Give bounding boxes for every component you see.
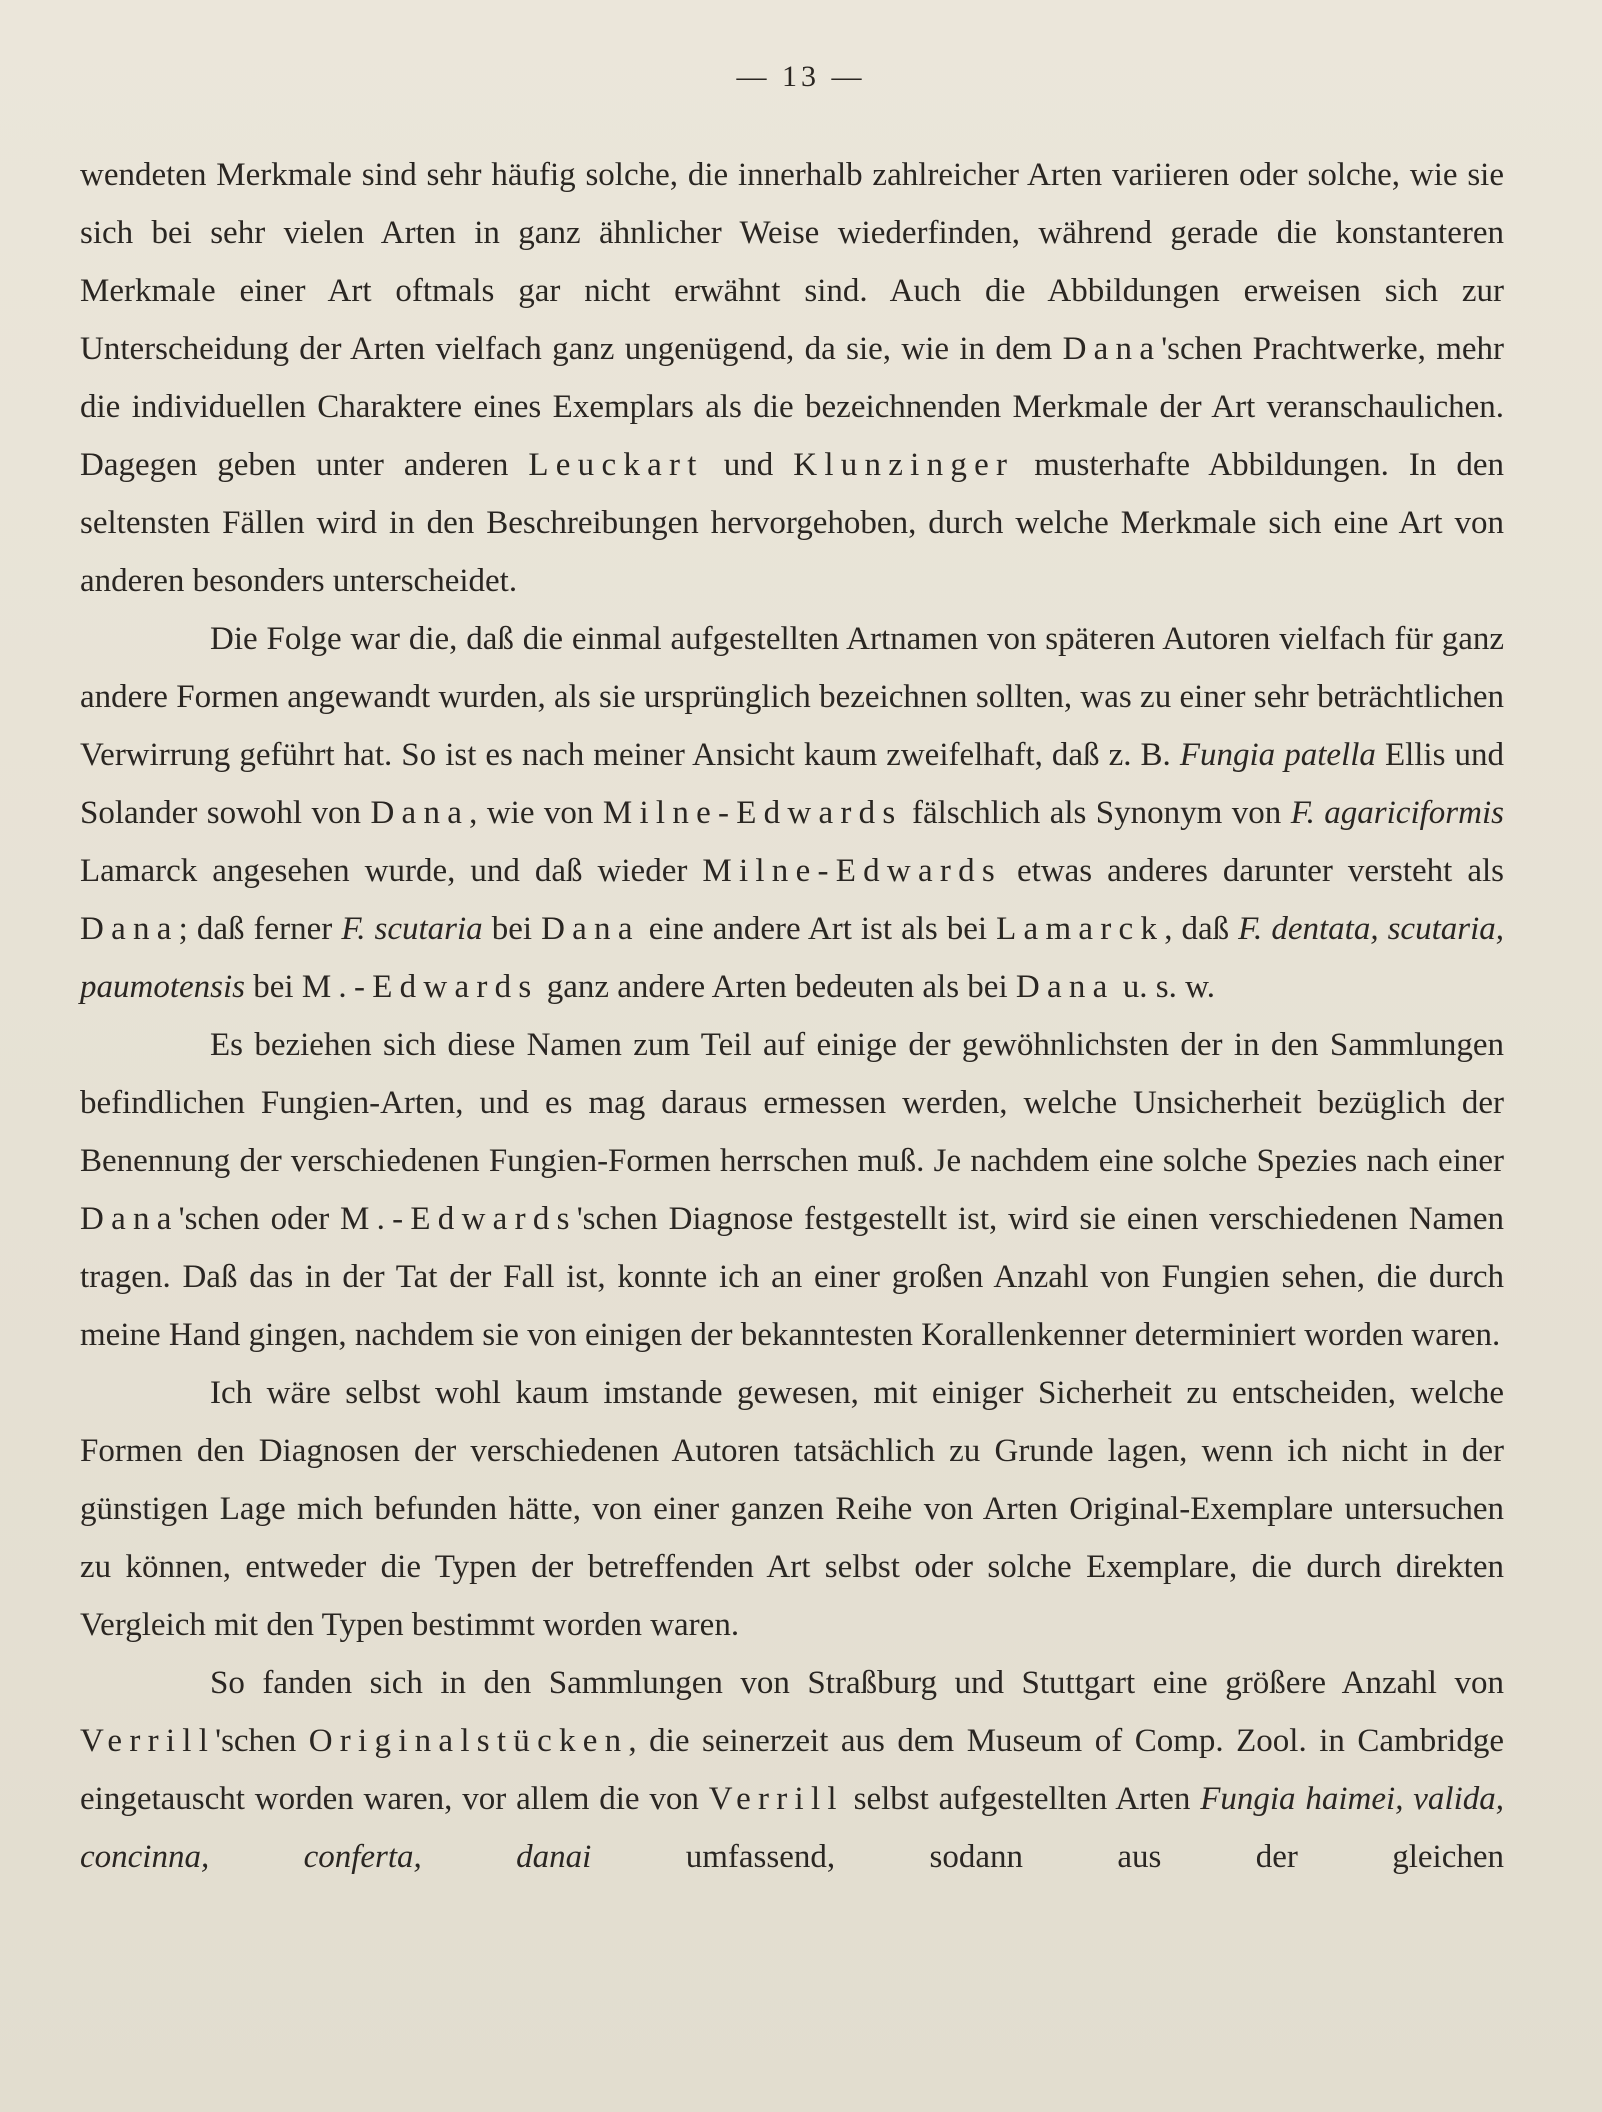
spaced-author-name: M.-Edwards [301,969,539,1005]
text-run: u. s. w. [1114,969,1216,1005]
spaced-author-name: Klunzinger [793,447,1015,483]
italic-species-name: F. agariciformis [1290,795,1504,831]
text-run: umfassend, sodann aus der gleichen [591,1839,1505,1875]
spaced-author-name: Dana [370,795,470,831]
text-run: Ellis und Solander sowohl von [80,737,1504,831]
spaced-author-name: Verrill [708,1781,844,1817]
paragraph [80,1654,1504,1886]
text-run: Es beziehen sich diese Namen zum Teil auf einige der gewöhnlichsten der in den Sammlungen befindlichen Fungien-Arten, und es mag daraus ermessen werden, welche Unsicherheit bezüglich der Benennung der verschiedenen Fungien-Formen herrschen muß. Je nachdem eine solche Spezies nach einer [80,1027,1504,1179]
spaced-author-name: Milne-Edwards [602,795,903,831]
italic-species-name: Fungia haimei, valida, concinna, conferta, danai [80,1781,1505,1875]
text-run: etwas anderes darunter versteht als [1002,853,1504,889]
spaced-author-name: Milne-Edwards [702,853,1003,889]
text-run: 'schen oder [178,1201,341,1237]
spaced-author-name: Lamarck [996,911,1165,947]
spaced-author-name: M.-Edwards [340,1201,577,1237]
text-run: wendeten Merkmale sind sehr häufig solche, die innerhalb zahlreicher Arten variieren oder solche, wie sie sich bei sehr vielen Arten in ganz ähnlicher Weise wiederfinden, während gerade die konstanteren Merkmale einer Art oftmals gar nicht erwähnt sind. Auch die Abbildungen erweisen sich zur Unterscheidung der Arten vielfach ganz ungenügend, da sie, wie in dem [80,157,1504,367]
spaced-author-name: Leuckart [528,447,704,483]
spaced-author-name: Originalstücken [308,1723,629,1759]
paragraph [80,1016,1504,1364]
text-run: eine andere Art ist als bei [639,911,997,947]
italic-species-name: F. dentata, scutaria, paumotensis [80,911,1505,1005]
spaced-author-name: Dana [1062,331,1162,367]
text-run: ; daß ferner [178,911,342,947]
text-run: fälschlich als Synonym von [902,795,1291,831]
spaced-author-name: Dana [80,911,179,947]
text-run: , wie von [469,795,603,831]
text-run: bei [245,969,302,1005]
spaced-author-name: Verrill [80,1723,216,1759]
italic-species-name: F. scutaria [341,911,483,947]
spaced-author-name: Dana [80,1201,179,1237]
text-run: Lamarck angesehen wurde, und daß wieder [80,853,703,889]
text-run: So fanden sich in den Sammlungen von Straßburg und Stuttgart eine größere Anzahl von [210,1665,1504,1701]
paragraph [80,610,1504,1016]
spaced-author-name: Dana [1015,969,1115,1005]
text-run: , daß [1164,911,1239,947]
text-run: 'schen Prachtwerke, mehr die individuellen Charaktere eines Exemplars als die bezeichnenden Merkmale der Art veranschaulichen. Dagegen geben unter anderen [80,331,1504,483]
paragraph [80,1364,1504,1654]
text-run: ganz andere Arten bedeuten als bei [538,969,1016,1005]
body-text [80,146,1504,1886]
text-run: 'schen Diagnose festgestellt ist, wird sie einen verschiedenen Namen tragen. Daß das in der Tat der Fall ist, konnte ich an einer großen Anzahl von Fungien sehen, die durch meine Hand gingen, nachdem sie von einigen der bekanntesten Korallenkenner determiniert worden waren. [80,1201,1504,1353]
text-run: Die Folge war die, daß die einmal aufgestellten Artnamen von späteren Autoren vielfach für ganz andere Formen angewandt wurden, als sie ursprünglich bezeichnen sollten, was zu einer sehr beträchtlichen Verwirrung geführt hat. So ist es nach meiner Ansicht kaum zweifelhaft, daß z. B. [80,621,1504,773]
spaced-author-name: Dana [541,911,640,947]
text-run: 'schen [215,1723,309,1759]
text-run: bei [482,911,542,947]
page-number: — 13 — [736,60,866,93]
text-run: musterhafte Abbildungen. In den seltensten Fällen wird in den Beschreibungen hervorgehoben, durch welche Merkmale sich eine Art von anderen besonders unterscheidet. [80,447,1504,599]
text-run: selbst aufgestellten Arten [843,1781,1201,1817]
paragraph [80,146,1504,610]
italic-species-name: Fungia patella [1179,737,1376,773]
text-run: und [703,447,794,483]
text-run: , die seinerzeit aus dem Museum of Comp. Zool. in Cambridge eingetauscht worden waren, vor allem die von [80,1723,1504,1817]
text-run: Ich wäre selbst wohl kaum imstande gewesen, mit einiger Sicherheit zu entscheiden, welche Formen den Diagnosen der verschiedenen Autoren tatsächlich zu Grunde lagen, wenn ich nicht in der günstigen Lage mich befunden hätte, von einer ganzen Reihe von Arten Original-Exemplare untersuchen zu können, entweder die Typen der betreffenden Art selbst oder solche Exemplare, die durch direkten Vergleich mit den Typen bestimmt worden waren. [80,1375,1504,1643]
